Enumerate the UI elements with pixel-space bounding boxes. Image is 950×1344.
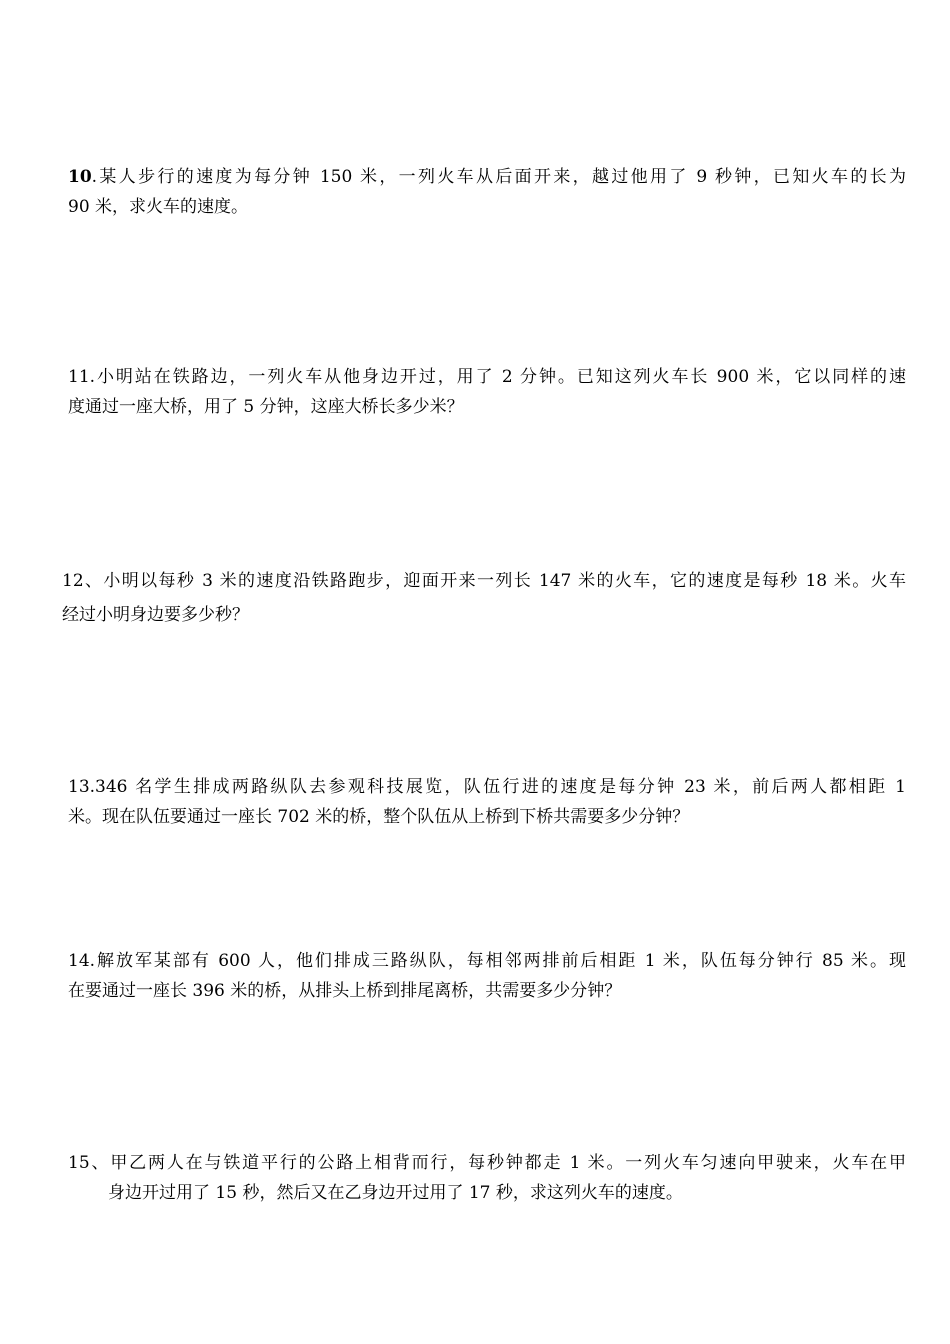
problem-14-text-1: 解放军某部有 600 人，他们排成三路纵队，每相邻两排前后相距 1 米，队伍每分钟行 85 米。现 (95, 951, 906, 971)
problem-10-text-1: 某人步行的速度为每分钟 150 米，一列火车从后面开来，越过他用了 9 秒钟，已知火车的长为 (97, 167, 906, 187)
problem-13-line-1 (68, 772, 906, 802)
problem-12-text-1: 小明以每秒 3 米的速度沿铁路跑步，迎面开来一列长 147 米的火车，它的速度是每秒 18 米。火车 (103, 571, 906, 591)
problem-14 (68, 946, 906, 1006)
problem-11-separator: . (89, 367, 96, 387)
problem-14-text-2: 在要通过一座长 396 米的桥，从排头上桥到排尾离桥，共需要多少分钟？ (68, 981, 622, 1001)
problem-10 (68, 162, 906, 222)
problem-11-number: 11 (68, 367, 90, 387)
problem-15 (68, 1148, 906, 1208)
problem-10-text-2: 90 米，求火车的速度。 (68, 197, 249, 217)
problem-11 (68, 362, 906, 422)
problem-10-separator: . (91, 167, 98, 187)
problem-14-number: 14 (68, 951, 90, 971)
problem-10-number: 10 (68, 167, 92, 187)
problem-11-text-1: 小明站在铁路边，一列火车从他身边开过，用了 2 分钟。已知这列火车长 900 米，它以同样的速 (95, 367, 906, 387)
problem-13-number: 13 (68, 777, 90, 797)
problem-14-separator: . (89, 951, 96, 971)
problem-15-separator: 、 (89, 1153, 111, 1173)
problem-12-line-1 (62, 564, 906, 598)
problem-12-separator: 、 (83, 571, 104, 591)
problem-12-number: 12 (62, 571, 84, 591)
problem-13-text-1: 346 名学生排成两路纵队去参观科技展览，队伍行进的速度是每分钟 23 米，前后两人都相距 1 (95, 777, 906, 797)
problem-14-line-1 (68, 946, 906, 976)
problem-15-line-1 (68, 1148, 906, 1178)
problem-11-text-2: 度通过一座大桥，用了 5 分钟，这座大桥长多少米？ (68, 397, 464, 417)
problem-12 (62, 564, 906, 632)
problem-13-separator: . (89, 777, 96, 797)
problem-15-number: 15 (68, 1153, 90, 1173)
problem-15-text-1: 甲乙两人在与铁道平行的公路上相背而行，每秒钟都走 1 米。一列火车匀速向甲驶来，火车在甲 (110, 1153, 906, 1173)
problem-13 (68, 772, 906, 832)
problem-12-text-2: 经过小明身边要多少秒？ (62, 605, 249, 625)
problem-15-text-2: 身边开过用了 15 秒，然后又在乙身边开过用了 17 秒，求这列火车的速度。 (108, 1183, 683, 1203)
problem-10-line-1 (68, 162, 906, 192)
problem-11-line-1 (68, 362, 906, 392)
problem-13-text-2: 米。现在队伍要通过一座长 702 米的桥，整个队伍从上桥到下桥共需要多少分钟？ (68, 807, 690, 827)
